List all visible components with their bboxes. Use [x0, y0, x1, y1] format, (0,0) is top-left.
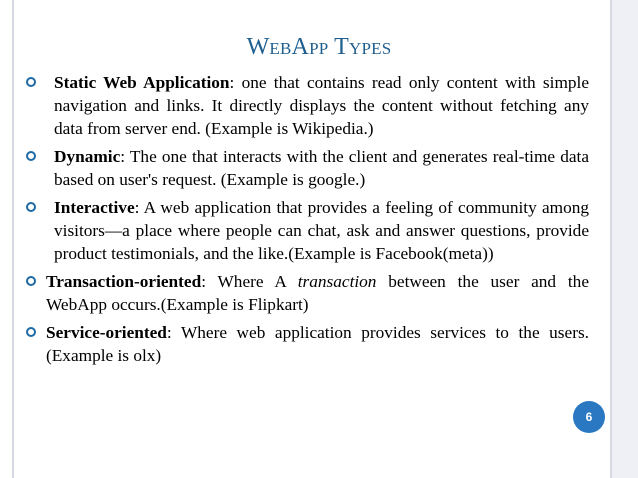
bullet-text: : A web application that provides a feeling of community among visitors—a place where people can chat, ask and answer questions, provide product testimonials, and the like.(Example is Facebook(meta)) — [54, 198, 589, 263]
bullet-circle-icon — [26, 151, 36, 161]
slide-side-panel — [612, 0, 638, 478]
bullet-circle-icon — [26, 327, 36, 337]
bullet-text-after: between the user and the WebApp occurs.(Example is Flipkart) — [46, 272, 589, 314]
bullet-circle-icon — [26, 202, 36, 212]
bullet-service-oriented — [26, 321, 589, 367]
bullet-circle-icon — [26, 276, 36, 286]
bullet-term: Interactive — [54, 198, 135, 217]
bullet-transaction-oriented — [26, 270, 589, 316]
bullet-text-before: : Where A — [201, 272, 298, 291]
bullet-text: : The one that interacts with the client and generates real-time data based on user's request. (Example is google.) — [54, 147, 589, 189]
bullet-term: Transaction-oriented — [46, 272, 202, 291]
slide-title: WebApp Types — [246, 34, 392, 60]
slide-border-left — [12, 0, 14, 478]
slide-body — [26, 71, 589, 367]
page-number-badge: 6 — [573, 401, 605, 433]
bullet-dynamic — [26, 145, 589, 191]
bullet-italic-term: transaction — [297, 272, 377, 291]
bullet-text: : Where web application provides services to the users.(Example is olx) — [46, 323, 589, 365]
bullet-static-web-application — [26, 71, 589, 140]
bullet-interactive — [26, 196, 589, 265]
bullet-term: Service-oriented — [46, 323, 167, 342]
bullet-term: Static Web Application — [54, 73, 230, 92]
bullet-circle-icon — [26, 77, 36, 87]
bullet-term: Dynamic — [54, 147, 121, 166]
bullet-text: : one that contains read only content with simple navigation and links. It directly displays the content without fetching any data from server end. (Example is Wikipedia.) — [54, 73, 590, 138]
